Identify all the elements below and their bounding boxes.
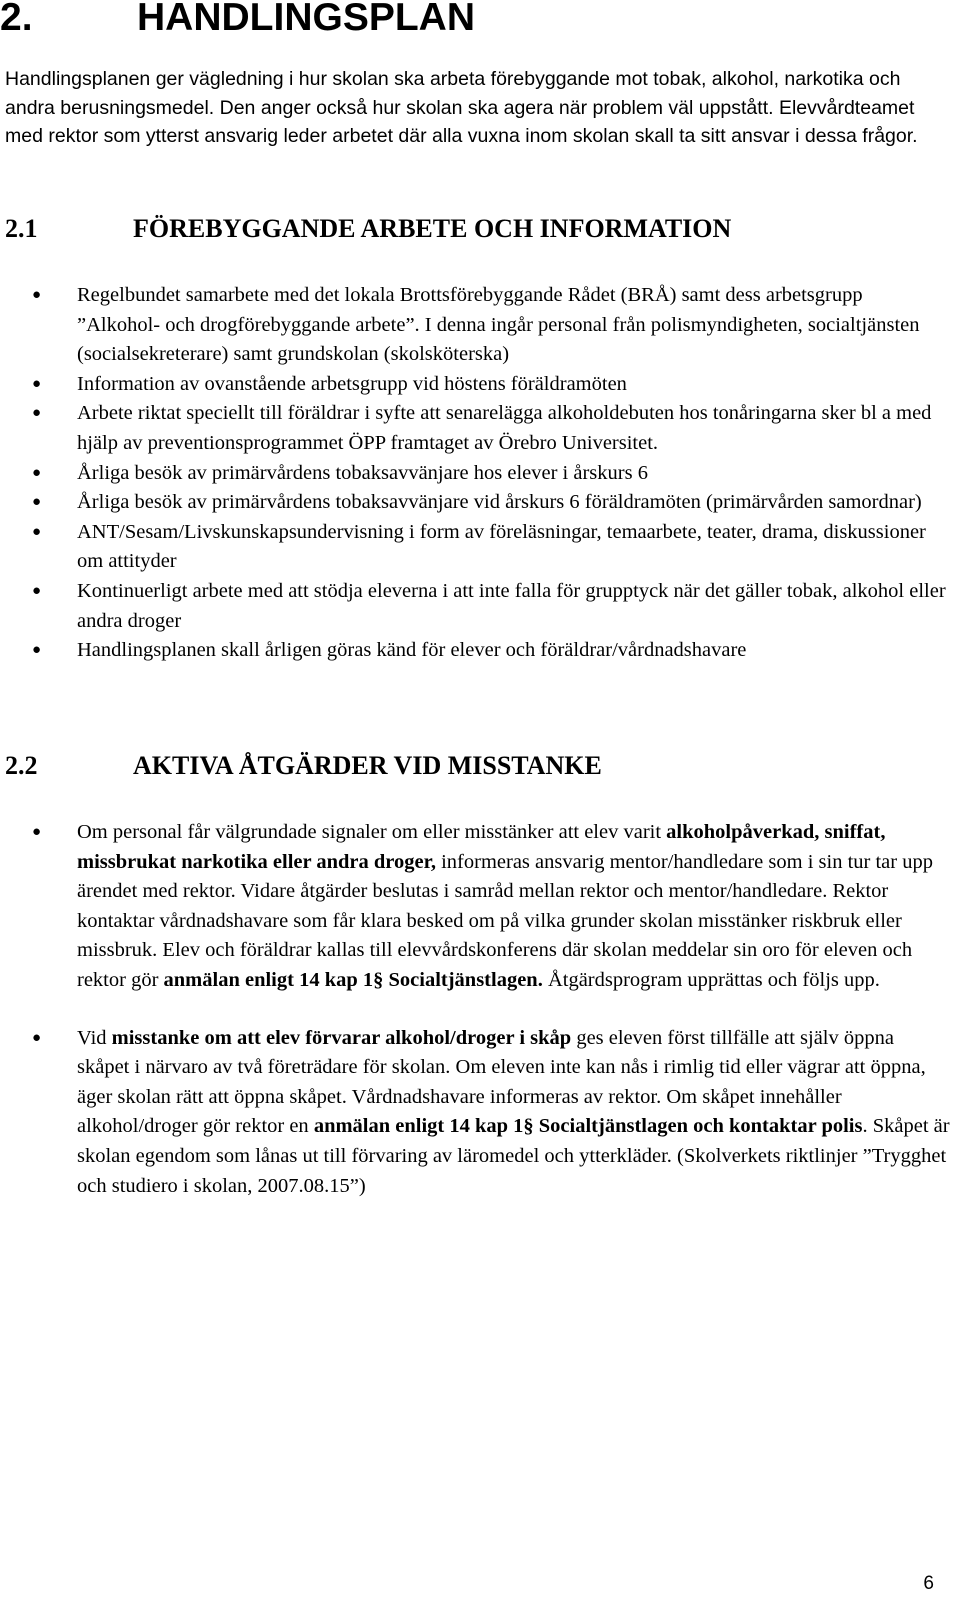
list-item-text: Kontinuerligt arbete med att stödja eleverna i att inte falla för grupptyck när det gäller tobak, alkohol eller andra droger xyxy=(77,579,946,632)
item-text: . Skåpet är skolan egendom som lånas ut till förvaring av läromedel och ytterkläder. (Skolverkets riktlinjer ”Trygghet och studiero i skolan, 2007.08.15”) xyxy=(77,1115,950,1197)
bullet-icon: ● xyxy=(32,523,42,540)
list-item xyxy=(0,636,950,666)
section-2-2-heading xyxy=(5,750,602,782)
intro-paragraph: Handlingsplanen ger vägledning i hur skolan ska arbeta förebyggande mot tobak, alkohol, narkotika och andra berusningsmedel. Den anger också hur skolan ska agera när problem väl uppstått. Elevvårdteamet med rektor som ytterst ansvarig leder arbetet där alla vuxna inom skolan skall ta sitt ansvar i dessa frågor. xyxy=(5,68,918,147)
list-item-text: Regelbundet samarbete med det lokala Brottsförebyggande Rådet (BRÅ) samt dess arbetsgrupp ”Alkohol- och drogförebyggande arbete”. I denna ingår personal från polismyndigheten, socialtjänsten (socialsekreterare) samt grundskolan (skolsköterska) xyxy=(77,284,920,366)
measures-list xyxy=(0,818,950,1201)
section-2-1-title: FÖREBYGGANDE ARBETE OCH INFORMATION xyxy=(133,214,732,243)
item-text: Vid xyxy=(77,1026,112,1049)
bullet-icon: ● xyxy=(32,494,42,511)
bullet-icon: ● xyxy=(32,464,42,481)
item-text: Om personal får välgrundade signaler om eller misstänker att elev varit xyxy=(77,821,667,843)
item-text: ges eleven först tillfälle att själv öppna skåpet i närvaro av två företrädare för skolan. Om eleven inte kan nås i rimlig tid eller vägrar att öppna, äger skolan rätt att öppna skåpet. Vårdnadshavare informeras av rektor. Om skåpet innehåller alkohol/droger gör rektor en xyxy=(77,1026,926,1138)
list-item xyxy=(0,577,950,636)
section-2-2-number: 2.2 xyxy=(5,751,38,780)
bullet-icon: ● xyxy=(32,824,42,840)
bullet-icon: ● xyxy=(32,642,42,659)
section-2-1-number: 2.1 xyxy=(5,214,38,243)
bullet-icon: ● xyxy=(32,405,42,422)
page-number: 6 xyxy=(923,1573,934,1594)
list-item-text: ANT/Sesam/Livskunskapsundervisning i form av föreläsningar, temaarbete, teater, drama, diskussioner om attityder xyxy=(77,520,926,573)
item-text: Åtgärdsprogram upprättas och följs upp. xyxy=(542,968,880,991)
main-heading xyxy=(0,0,475,40)
main-heading-title: HANDLINGSPLAN xyxy=(137,0,475,39)
bullet-icon: ● xyxy=(32,287,42,303)
item-bold-text: anmälan enligt 14 kap 1§ Socialtjänstlagen. xyxy=(163,968,543,991)
item-bold-text: misstanke om att elev förvarar alkohol/droger i skåp xyxy=(111,1026,572,1049)
list-item xyxy=(0,818,950,996)
list-item xyxy=(0,370,950,400)
list-item xyxy=(0,518,950,577)
bullet-icon: ● xyxy=(32,1029,42,1046)
list-item xyxy=(0,1024,950,1202)
list-item-text: Handlingsplanen skall årligen göras känd för elever och föräldrar/vårdnadshavare xyxy=(77,639,747,662)
main-heading-number: 2. xyxy=(0,0,33,39)
prevention-list xyxy=(0,281,950,666)
bullet-icon: ● xyxy=(32,582,42,599)
list-item-text: Arbete riktat speciellt till föräldrar i syfte att senarelägga alkoholdebuten hos tonåringarna sker bl a med hjälp av preventionsprogrammet ÖPP framtaget av Örebro Universitet. xyxy=(77,402,932,454)
item-bold-text: anmälan enligt 14 kap 1§ Socialtjänstlagen och kontaktar polis xyxy=(313,1115,863,1138)
bullet-icon: ● xyxy=(32,375,42,392)
section-2-2-title: AKTIVA ÅTGÄRDER VID MISSTANKE xyxy=(133,751,602,780)
list-item xyxy=(0,459,950,489)
list-item xyxy=(0,488,950,518)
item-bold-text: alkoholpåverkad, sniffat, missbrukat narkotika eller andra droger, xyxy=(77,821,886,873)
section-2-1-heading xyxy=(5,213,731,245)
list-item-text: Årliga besök av primärvårdens tobaksavvänjare vid årskurs 6 föräldramöten (primärvården samordnar) xyxy=(77,491,922,514)
list-item xyxy=(0,399,950,458)
list-item-text: Information av ovanstående arbetsgrupp vid höstens föräldramöten xyxy=(77,372,627,395)
item-text: informeras ansvarig mentor/handledare som i sin tur tar upp ärendet med rektor. Vidare åtgärder beslutas i samråd mellan rektor och mentor/handledare. Rektor kontaktar vårdnadshavare som får klara besked om på vilka grunder skolan misstänker riskbruk eller missbruk. Elev och föräldrar kallas till elevvårdskonferens där skolan meddelar sin oro för eleven och rektor gör xyxy=(77,850,933,991)
list-item-text: Årliga besök av primärvårdens tobaksavvänjare hos elever i årskurs 6 xyxy=(77,461,648,484)
list-item xyxy=(0,281,950,370)
